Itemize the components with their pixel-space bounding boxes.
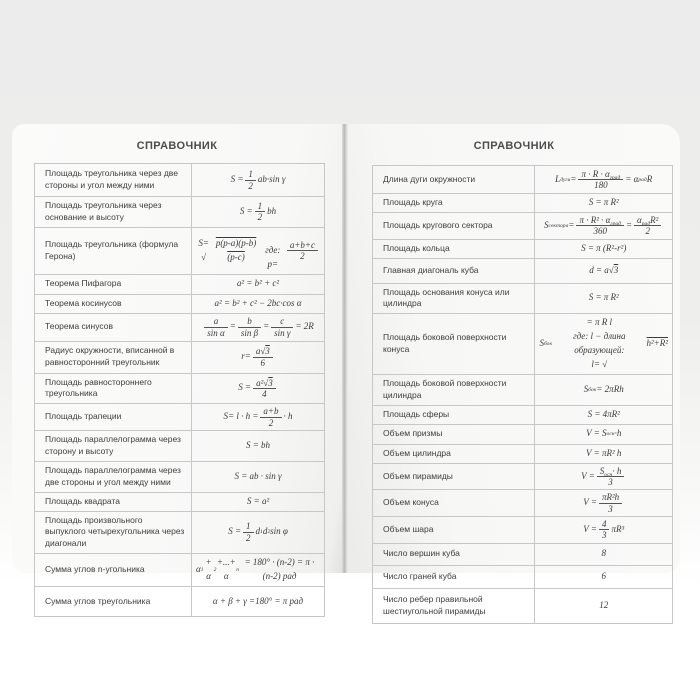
formula-expression: S = π (R²-r²) <box>534 240 672 258</box>
formula-name: Число вершин куба <box>383 548 460 559</box>
formula-expression: V = S осн ·h <box>534 425 672 444</box>
table-row <box>35 403 324 430</box>
formula-name: Площадь произвольного выпуклого четырехугольника через диагонали <box>45 514 185 549</box>
formula-name: Число граней куба <box>383 570 457 581</box>
formula-name: Площадь боковой поверхности конуса <box>383 332 507 355</box>
formula-expression: S = a²√3 4 <box>191 374 324 404</box>
right-page <box>348 124 680 616</box>
formula-name: Площадь параллелограмма через сторону и высоту <box>45 434 181 456</box>
formula-name: Площадь основания конуса или цилиндра <box>383 286 510 309</box>
formula-name: Сумма углов треугольника <box>45 595 151 606</box>
formula-name: Площадь квадрата <box>45 495 120 506</box>
formula-name: Длина дуги окружности <box>383 173 476 184</box>
formula-expression: a² = b² + c² − 2bc·cos α <box>191 295 324 313</box>
formula-name: Сумма углов n-угольника <box>45 564 145 575</box>
formula-name: Теорема синусов <box>45 321 113 332</box>
formula-expression: 8 <box>534 544 672 565</box>
table-row <box>373 313 672 374</box>
table-row <box>373 588 672 623</box>
formula-table <box>372 165 673 624</box>
formula-expression: S = ab · sin γ <box>191 462 324 492</box>
table-row <box>373 212 672 239</box>
formula-expression: L дуги = $\pi \cdot R \cdot \alpha_{град}$ 180 = α рад R <box>534 166 672 193</box>
formula-expression: S бок = π R l где: l − длина образующей: l= √ h²+R² <box>534 314 672 374</box>
formula-expression: S сектора = $\pi \cdot R^2 \cdot \alpha_{град}$ 360 = $\alpha_{рад}R^2$ 2 <box>534 213 672 239</box>
formula-name: Объем конуса <box>383 497 439 508</box>
formula-name: Радиус окружности, вписанной в равносторонний треугольник <box>45 345 175 368</box>
formula-expression: S= l · h = a+b 2 · h <box>191 404 324 430</box>
formula-name: Площадь кругового сектора <box>383 219 493 230</box>
formula-expression: S = π R² <box>534 284 672 314</box>
formula-expression: a sin α = b sin β = c sin γ = 2R <box>191 314 324 341</box>
table-row <box>373 258 672 283</box>
formula-expression: 6 <box>534 566 672 588</box>
table-row <box>373 166 672 193</box>
table-row <box>373 565 672 588</box>
table-row <box>35 294 324 313</box>
formula-expression: S = 1 2 d 1 d 2 sin φ <box>191 512 324 554</box>
formula-name: Площадь боковой поверхности цилиндра <box>383 378 507 400</box>
table-row <box>373 283 672 314</box>
formula-name: Число ребер правильной шестиугольной пирамиды <box>383 593 486 616</box>
table-row <box>373 239 672 258</box>
table-row <box>35 430 324 461</box>
table-row <box>35 553 324 586</box>
formula-expression: S = 4πR² <box>534 406 672 424</box>
formula-expression: a² = b² + c² <box>191 275 324 294</box>
table-row <box>373 463 672 490</box>
formula-expression: V = $S_{осн}\cdot h$ 3 <box>534 464 672 490</box>
formula-name: Площадь сферы <box>383 408 450 419</box>
formula-name: Теорема Пифагора <box>45 278 122 289</box>
formula-expression: α 1 + α 2 +...+ α n = 180° · (n-2) = π · (n-2) рад <box>191 554 324 586</box>
formula-expression: S = a² <box>191 493 324 511</box>
formula-name: Площадь треугольника через основание и высоту <box>45 200 162 222</box>
formula-name: Теорема косинусов <box>45 297 122 308</box>
formula-expression: S = bh <box>191 431 324 461</box>
formula-name: Объем пирамиды <box>383 470 453 481</box>
formula-expression: S= √ p(p-a)(p-b)(p-c) где: p= a+b+c 2 <box>191 228 324 274</box>
formula-name: Главная диагональ куба <box>383 264 479 275</box>
open-notebook <box>12 124 680 616</box>
table-row <box>373 374 672 405</box>
formula-name: Площадь треугольника (формула Герона) <box>45 238 179 261</box>
formula-name: Площадь кольца <box>383 242 450 253</box>
table-row <box>35 274 324 294</box>
table-row <box>35 227 324 274</box>
formula-expression: S = 1 2 ab·sin γ <box>191 164 324 196</box>
formula-table <box>34 163 325 617</box>
formula-name: Площадь трапеции <box>45 411 122 422</box>
formula-expression: α + β + γ =180° = π рад <box>191 587 324 616</box>
table-row <box>373 489 672 516</box>
table-row <box>35 373 324 404</box>
table-row <box>373 543 672 565</box>
formula-expression: S = 1 2 bh <box>191 197 324 227</box>
table-row <box>35 492 324 511</box>
table-row <box>373 405 672 424</box>
left-page <box>12 124 342 606</box>
formula-expression: S бок = 2πRh <box>534 375 672 405</box>
table-row <box>373 424 672 444</box>
formula-expression: V = 4 3 πR³ <box>534 517 672 543</box>
formula-expression: S = π R² <box>534 194 672 212</box>
table-row <box>373 516 672 543</box>
formula-name: Площадь треугольника через две стороны и угол между ними <box>45 168 178 190</box>
formula-expression: V = πR² h <box>534 445 672 463</box>
formula-name: Объем шара <box>383 524 434 535</box>
table-row <box>373 193 672 212</box>
formula-expression: V = πR²h 3 <box>534 490 672 516</box>
page-title: СПРАВОЧНИК <box>136 140 218 152</box>
table-row <box>35 461 324 492</box>
formula-name: Площадь круга <box>383 197 443 208</box>
table-row <box>35 511 324 554</box>
formula-name: Объем цилиндра <box>383 447 451 458</box>
table-row <box>35 313 324 341</box>
formula-name: Объем призмы <box>383 428 443 439</box>
page-title: СПРАВОЧНИК <box>473 140 555 152</box>
formula-name: Площадь параллелограмма через две стороны и угол между ними <box>45 464 181 487</box>
table-row <box>35 164 324 196</box>
table-row <box>373 444 672 463</box>
formula-expression: 12 <box>534 589 672 623</box>
table-row <box>35 196 324 227</box>
table-row <box>35 341 324 373</box>
formula-name: Площадь равностороннего треугольника <box>45 376 152 399</box>
formula-expression: d = a√ 3 <box>534 259 672 283</box>
formula-expression: r= a√3 6 <box>191 342 324 373</box>
table-row <box>35 586 324 616</box>
